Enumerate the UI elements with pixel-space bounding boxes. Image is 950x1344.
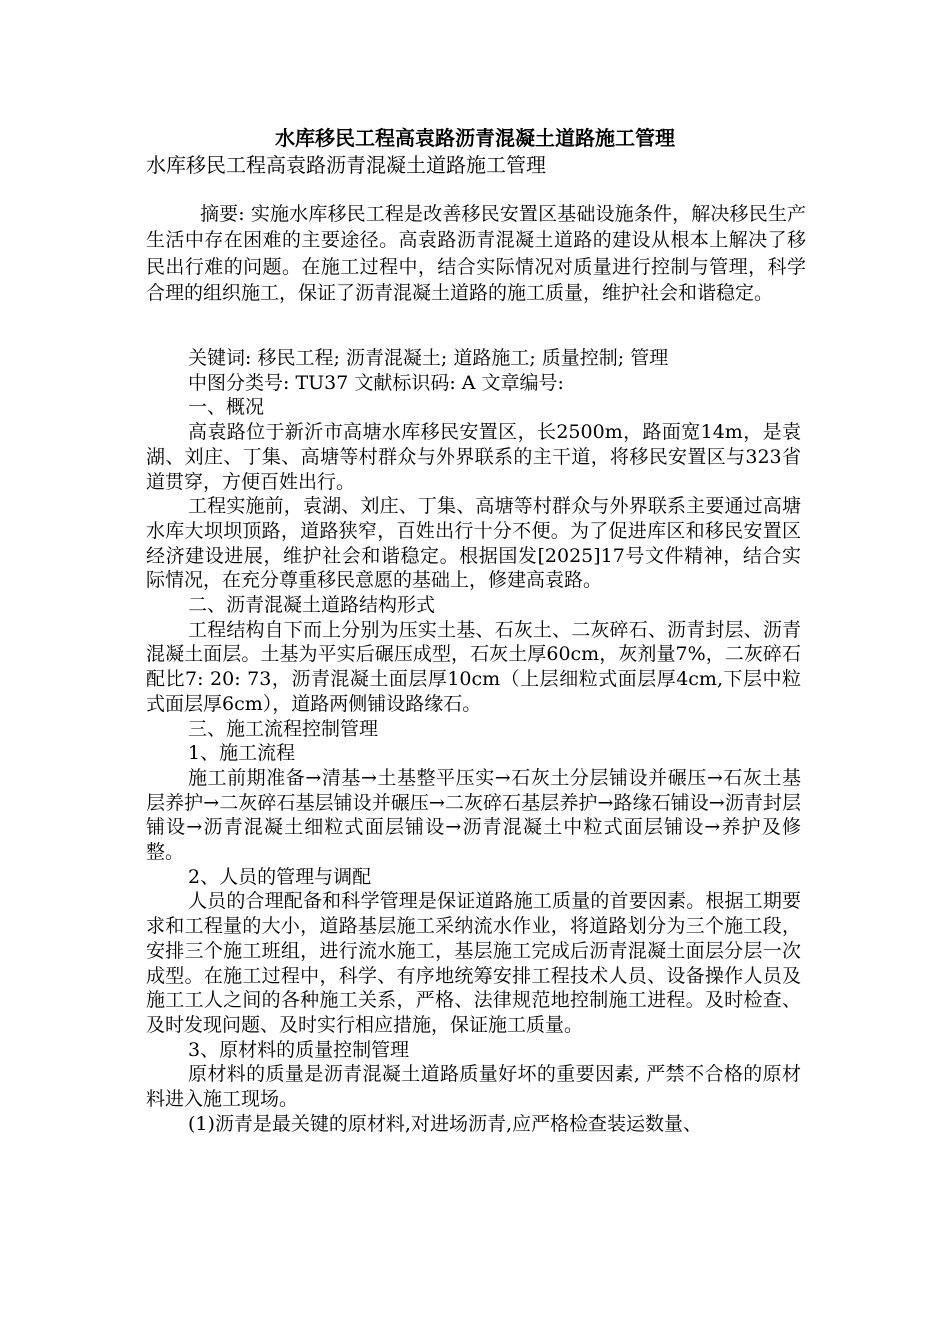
abstract-text: 摘要: 实施水库移民工程是改善移民安置区基础设施条件，解决移民生产生活中存在困难的主要途径。高袁路沥青混凝土道路的建设从根本上解决了移民出行难的问题。在施工过程中，结合实际情况对质量进行控制与管理，科学合理的组织施工，保证了沥青混凝土道路的施工质量，维护社会和谐稳定。 (146, 203, 806, 305)
subsection-heading: 1、施工流程 (188, 742, 296, 765)
keywords-line: 关键词: 移民工程; 沥青混凝土; 道路施工; 质量控制; 管理 (188, 347, 669, 369)
paragraph: 工程实施前，袁湖、刘庄、丁集、高塘等村群众与外界联系主要通过高塘水库大坝坝顶路，道路狭窄，百姓出行十分不便。为了促进库区和移民安置区经济建设进展，维护社会和谐稳定。根据国发[2025]17号文件精神，结合实际情况，在充分尊重移民意愿的基础上，修建高袁路。 (146, 495, 801, 592)
paragraph: 施工前期准备→清基→土基整平压实→石灰土分层铺设并碾压→石灰土基层养护→二灰碎石基层铺设并碾压→二灰碎石基层养护→路缘石铺设→沥青封层铺设→沥青混凝土细粒式面层铺设→沥青混凝土中粒式面层铺设→养护及修整。 (146, 766, 801, 864)
subsection-heading: 2、人员的管理与调配 (188, 865, 372, 888)
document-subtitle: 水库移民工程高袁路沥青混凝土道路施工管理 (146, 153, 546, 177)
section-heading: 一、概况 (188, 396, 265, 419)
paragraph: 原材料的质量是沥青混凝土道路质量好坏的重要因素, 严禁不合格的原材料进入施工现场。 (146, 1063, 801, 1111)
section-heading: 三、施工流程控制管理 (188, 717, 379, 740)
document-title: 水库移民工程高袁路沥青混凝土道路施工管理 (275, 126, 675, 150)
paragraph: 人员的合理配备和科学管理是保证道路施工质量的首要因素。根据工期要求和工程量的大小，道路基层施工采纳流水作业，将道路划分为三个施工段，安排三个施工班组，进行流水施工，基层施工完成后沥青混凝土面层分层一次成型。在施工过程中，科学、有序地统筹安排工程技术人员、设备操作人员及施工工人之间的各种施工关系，严格、法律规范地控制施工进程。及时检查、及时发现问题、及时实行相应措施，保证施工质量。 (146, 890, 801, 1036)
document-body (146, 346, 801, 1137)
paragraph: 工程结构自下而上分别为压实土基、石灰土、二灰碎石、沥青封层、沥青混凝土面层。土基为平实后碾压成型，石灰土厚60cm，灰剂量7%，二灰碎石配比7: 20: 73，沥青混凝土面层厚10cm（上层细粒式面层厚4cm,下层中粒式面层厚6cm），道路两侧铺设路缘石。 (146, 618, 801, 715)
abstract-paragraph (146, 201, 806, 307)
section-heading: 二、沥青混凝土道路结构形式 (188, 594, 436, 617)
list-item: (1)沥青是最关键的原材料,对进场沥青,应严格检查装运数量、 (188, 1112, 702, 1135)
paragraph: 高袁路位于新沂市高塘水库移民安置区，长2500m，路面宽14m，是袁湖、刘庄、丁集、高塘等村群众与外界联系的主干道，将移民安置区与323省道贯穿，方便百姓出行。 (146, 421, 801, 493)
classification-line: 中图分类号: TU37 文献标识码: A 文章编号: (188, 371, 564, 394)
subsection-heading: 3、原材料的质量控制管理 (188, 1038, 410, 1061)
